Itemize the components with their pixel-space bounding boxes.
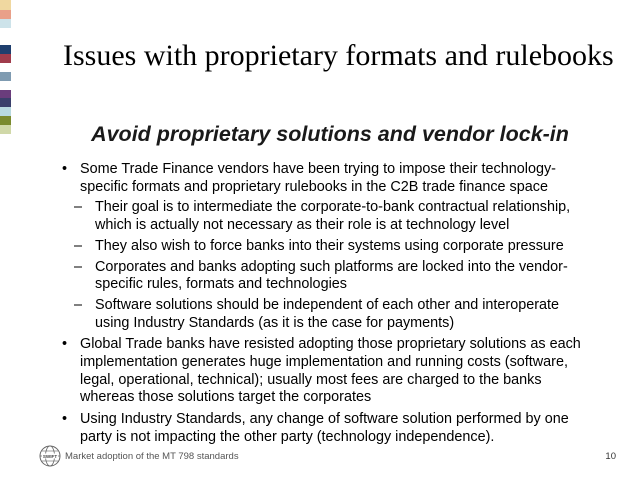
sub-bullet-item [62,259,587,294]
dash-marker: – [74,237,83,254]
dash-marker: – [74,296,83,313]
slide-title: Issues with proprietary formats and rulebooks [63,39,614,72]
sub-bullet-item [62,297,587,332]
accent-stripe [0,116,11,125]
accent-stripe [0,63,11,72]
accent-stripe [0,0,11,10]
footer-caption: Market adoption of the MT 798 standards [65,451,239,462]
accent-stripe [0,90,11,98]
swift-logo-icon [39,445,61,472]
slide-subtitle: Avoid proprietary solutions and vendor lock-in [91,122,569,146]
accent-stripe [0,125,11,134]
bullet-list [62,161,587,447]
accent-stripe [0,28,11,45]
dash-marker: – [74,258,83,275]
accent-stripe [0,19,11,28]
bullet-marker: • [62,411,68,428]
bullet-marker: • [62,161,68,177]
dash-marker: – [74,199,83,216]
bullet-text: Global Trade banks have resisted adopting those proprietary solutions as each implementation generates huge implementation and running costs (software, legal, operational, technical); usually most fees are charged to the banks whereas those solutions target the corporates [80,336,581,406]
accent-stripe [0,81,11,90]
accent-stripe [0,107,11,116]
bullet-text: Some Trade Finance vendors have been trying to impose their technology-specific formats and proprietary rulebooks in the C2B trade finance space [80,161,556,195]
accent-stripe [0,54,11,63]
sub-bullet-item [62,199,587,234]
svg-text:SWIFT: SWIFT [42,453,58,459]
sub-bullet-text: Corporates and banks adopting such platforms are locked into the vendor-specific rules, formats and technologies [95,258,568,293]
sub-bullet-text: Software solutions should be independent of each other and interoperate using Industry Standards (as it is the case for payments) [95,296,560,331]
accent-stripe-bar [0,0,11,126]
sub-bullet-text: Their goal is to intermediate the corporate-to-bank contractual relationship, which is actually not necessary as their role is at technology level [95,199,571,234]
page-number: 10 [605,451,616,462]
bullet-item [62,336,587,407]
accent-stripe [0,10,11,19]
bullet-item [62,161,587,196]
bullet-text: Using Industry Standards, any change of software solution performed by one party is not impacting the other party (technology independence). [80,411,569,445]
bullet-marker: • [62,336,68,353]
accent-stripe [0,45,11,54]
accent-stripe [0,98,11,107]
sub-bullet-text: They also wish to force banks into their systems using corporate pressure [95,237,564,254]
accent-stripe [0,72,11,81]
sub-bullet-item [62,238,587,256]
bullet-item [62,411,587,446]
